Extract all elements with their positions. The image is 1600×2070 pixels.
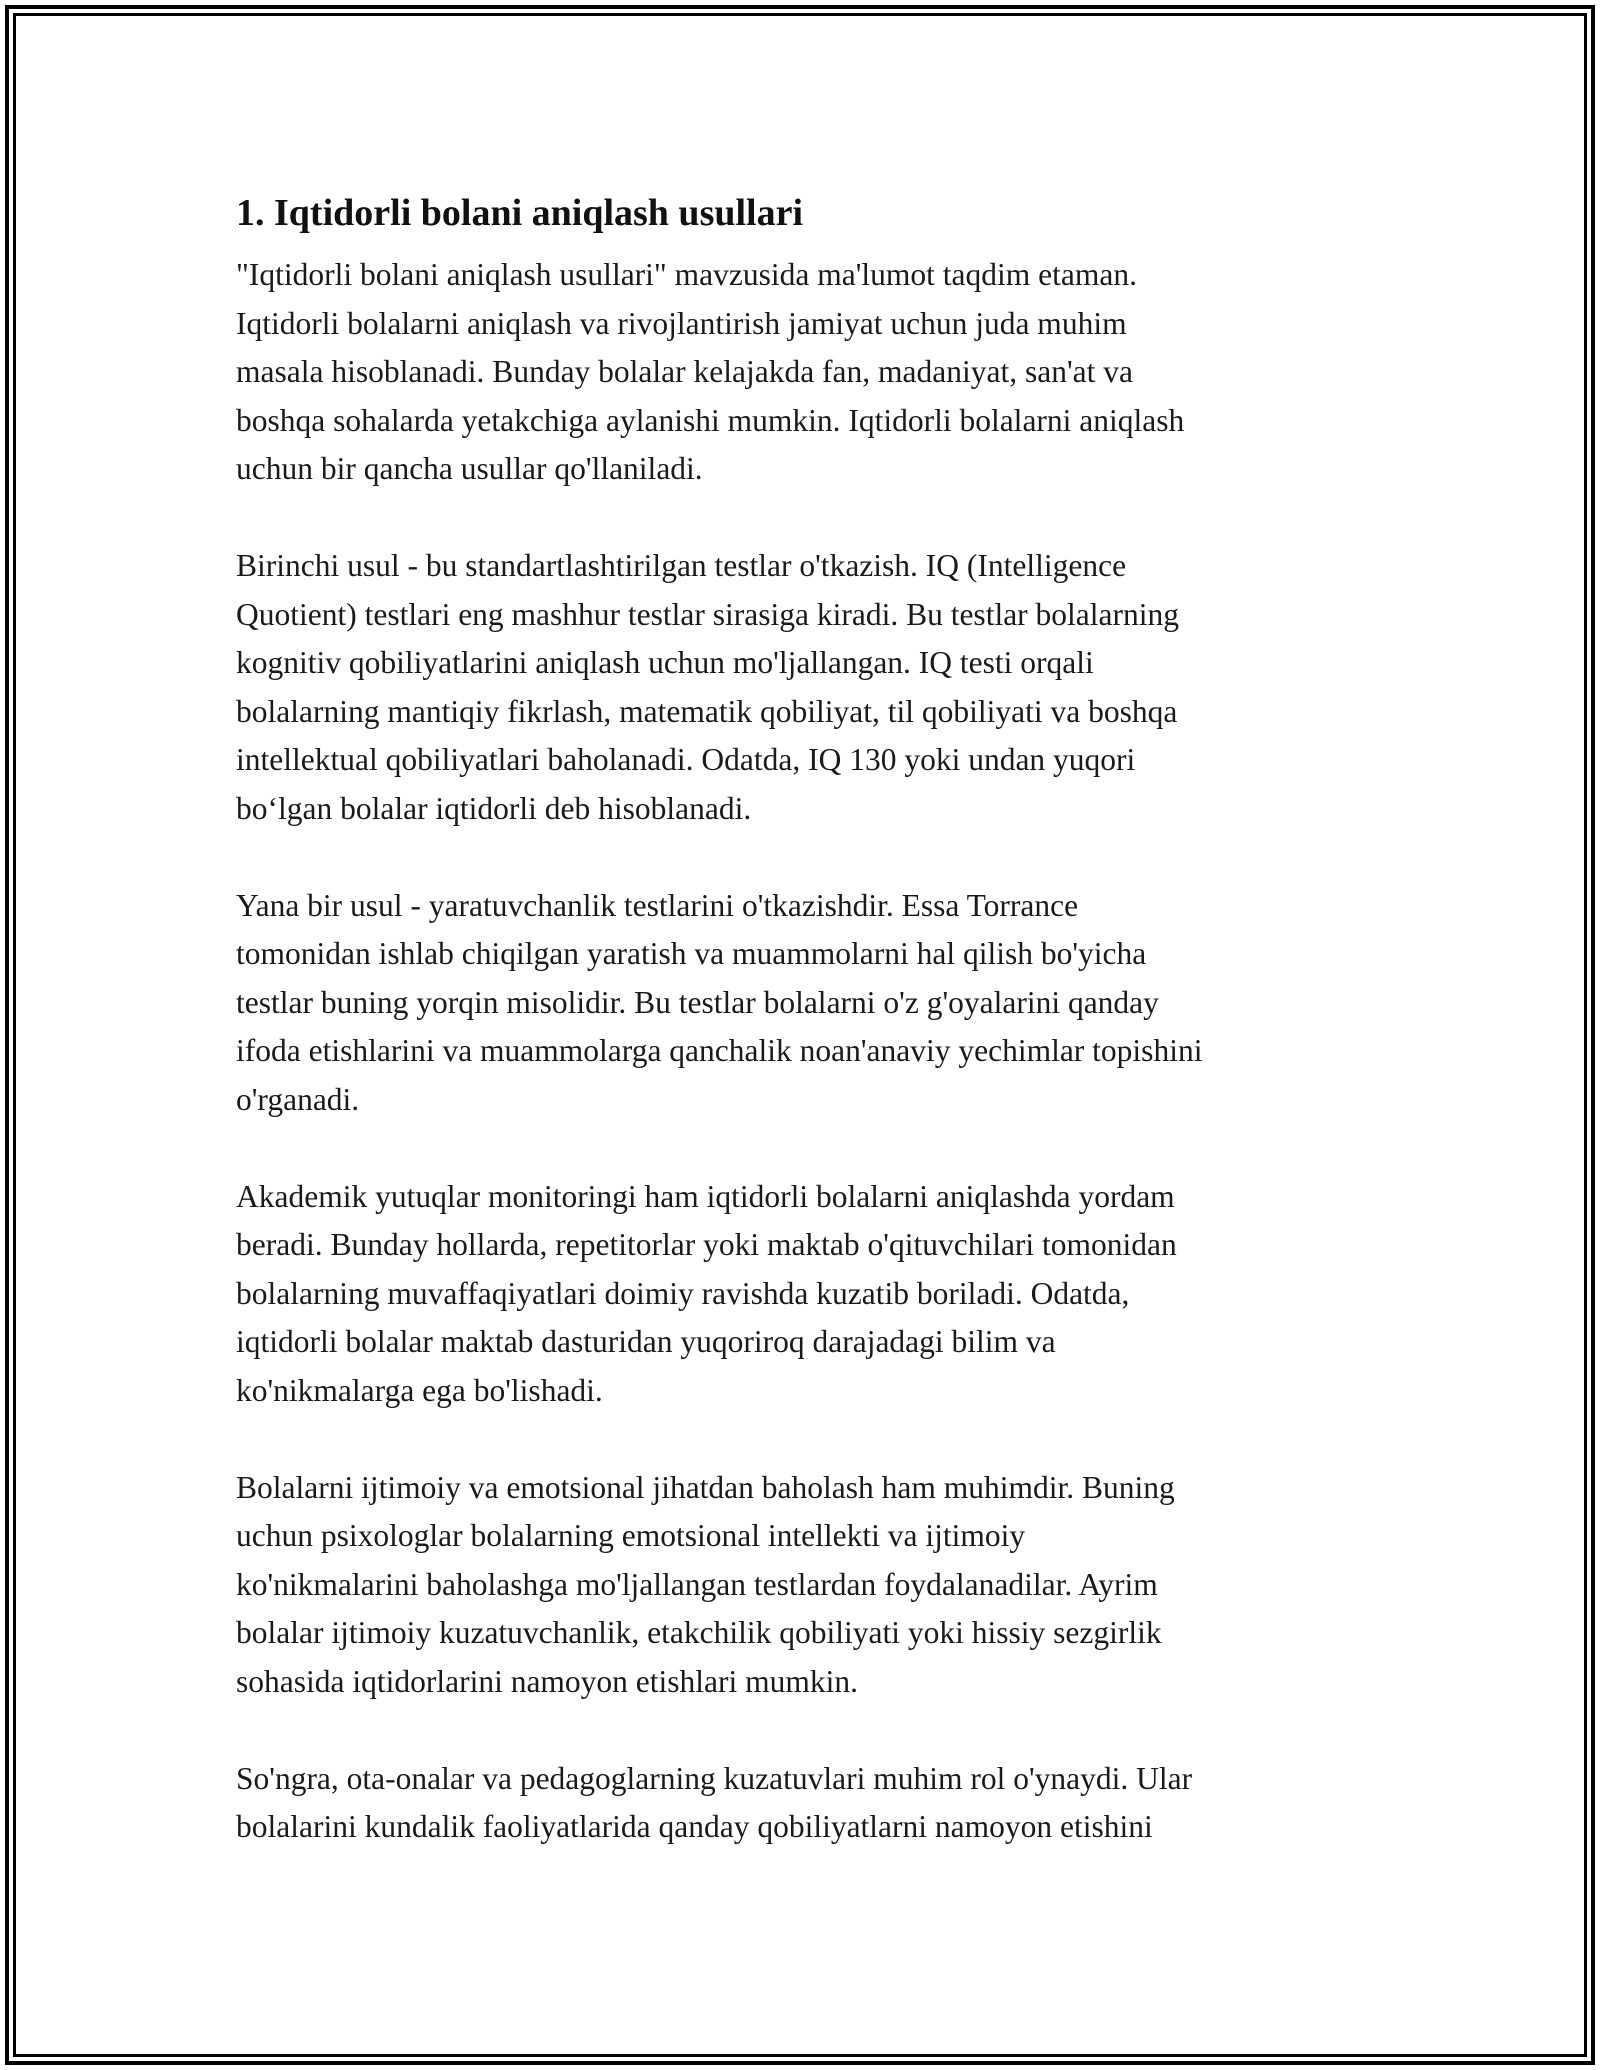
section-heading: 1. Iqtidorli bolani aniqlash usullari (236, 192, 804, 234)
paragraph-social-emotional: Bolalarni ijtimoiy va emotsional jihatdan baholash ham muhimdir. Buning uchun psixologlar bolalarning emotsional intellekti va ijtimoiy ko'nikmalarini baholashga mo'ljallangan testlardan foydalanadilar. Ayrim bolalar ijtimoiy kuzatuvchanlik, etakchilik qobiliyati yoki hissiy sezgirlik sohasida iqtidorlarini namoyon etishlari mumkin. (236, 1469, 1175, 1699)
paragraph-creativity-tests: Yana bir usul - yaratuvchanlik testlarini o'tkazishdir. Essa Torrance tomonidan ishlab chiqilgan yaratish va muammolarni hal qilish bo'yicha testlar buning yorqin misolidir. Bu testlar bolalarni o'z g'oyalarini qanday ifoda etishlarini va muammolarga qanchalik noan'anaviy yechimlar topishini o'rganadi. (236, 887, 1203, 1117)
paragraph-intro: "Iqtidorli bolani aniqlash usullari" mavzusida ma'lumot taqdim etaman. Iqtidorli bolalarni aniqlash va rivojlantirish jamiyat uchun juda muhim masala hisoblanadi. Bunday bolalar kelajakda fan, madaniyat, san'at va boshqa sohalarda yetakchiga aylanishi mumkin. Iqtidorli bolalarni aniqlash uchun bir qancha usullar qo'llaniladi. (236, 257, 1185, 486)
paragraph-iq-tests: Birinchi usul - bu standartlashtirilgan testlar o'tkazish. IQ (Intelligence Quotient) testlari eng mashhur testlar sirasiga kiradi. Bu testlar bolalarning kognitiv qobiliyatlarini aniqlash uchun mo'ljallangan. IQ testi orqali bolalarning mantiqiy fikrlash, matematik qobiliyat, til qobiliyati va boshqa intellektual qobiliyatlari baholanadi. Odatda, IQ 130 yoki undan yuqori bo‘lgan bolalar iqtidorli deb hisoblanadi. (236, 548, 1180, 826)
paragraph-observations: So'ngra, ota-onalar va pedagoglarning kuzatuvlari muhim rol o'ynaydi. Ular bolalarini kundalik faoliyatlarida qanday qobiliyatlarni namoyon etishini (236, 1760, 1193, 1844)
paragraph-academic-monitoring: Akademik yutuqlar monitoringi ham iqtidorli bolalarni aniqlashda yordam beradi. Bunday hollarda, repetitorlar yoki maktab o'qituvchilari tomonidan bolalarning muvaffaqiyatlari doimiy ravishda kuzatib boriladi. Odatda, iqtidorli bolalar maktab dasturidan yuqoriroq darajadagi bilim va ko'nikmalarga ega bo'lishadi. (236, 1178, 1177, 1408)
document-body (236, 185, 1366, 1900)
